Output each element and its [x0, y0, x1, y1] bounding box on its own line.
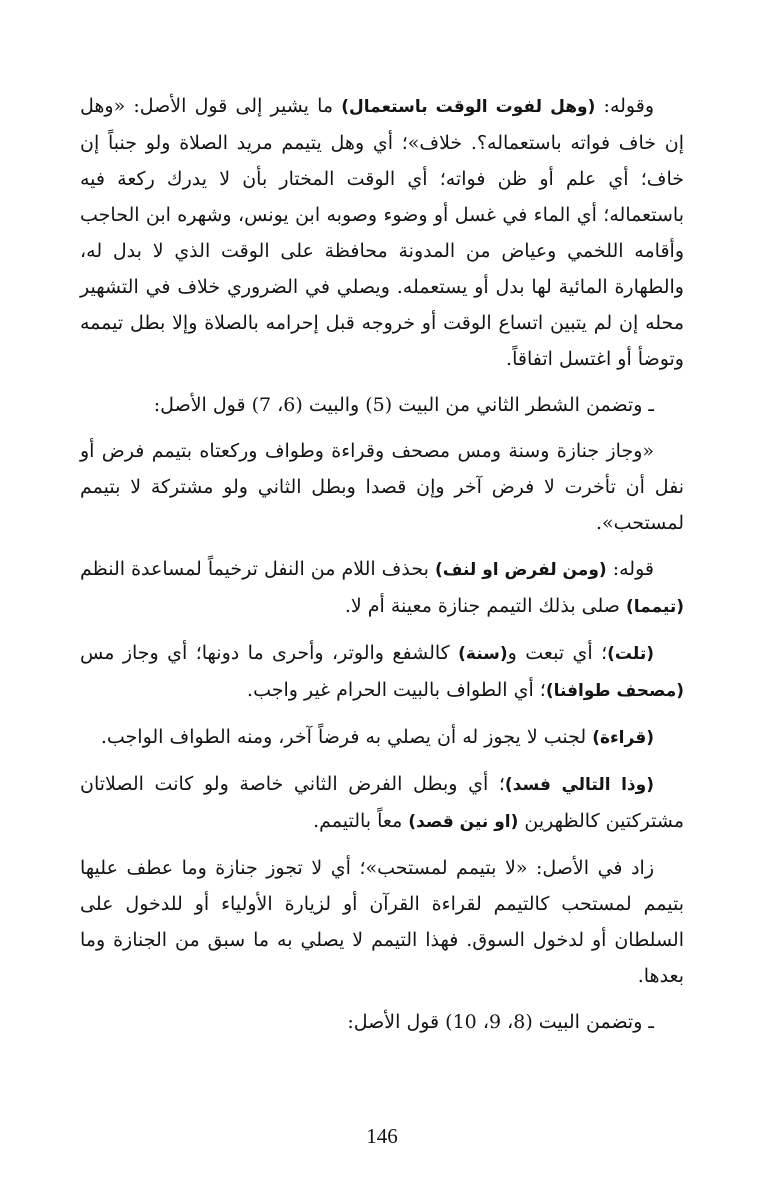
page-body: [80, 88, 684, 1148]
text-run: وقوله:: [595, 95, 654, 117]
verse-quote: (تلت): [607, 644, 655, 664]
verse-quote: (او نين قصد): [408, 812, 519, 832]
text-run: ؛ أي الطواف بالبيت الحرام غير واجب.: [247, 679, 546, 701]
page-number: 146: [366, 1124, 398, 1148]
text-run: كالشفع والوتر، وأحرى ما دونها؛ أي وجاز مس: [80, 642, 459, 664]
paragraph-commentary-5: [80, 766, 684, 840]
section-intro-1: ـ وتضمن الشطر الثاني من البيت (5) والبيت (6، 7) قول الأصل:: [153, 394, 654, 416]
text-run: بحذف اللام من النفل ترخيماً لمساعدة النظم: [80, 558, 435, 580]
text-run: قوله:: [606, 558, 654, 580]
text-run: ؛ أي تبعت و: [507, 642, 608, 664]
text-run: صلى بذلك التيمم جنازة معينة أم لا.: [344, 595, 626, 617]
verse-quote: (مصحف طوافنا): [545, 681, 684, 701]
text-run: لجنب لا يجوز له أن يصلي به فرضاً آخر، ومنه الطواف الواجب.: [100, 726, 593, 748]
paragraph-commentary-1: [80, 88, 684, 377]
paragraph-commentary-3: [80, 635, 684, 709]
verse-quote: (تيمما): [625, 597, 684, 617]
paragraph-commentary-6: زاد في الأصل: «لا بتيمم لمستحب»؛ أي لا تجوز جنازة وما عطف عليها بتيمم لمستحب كالتيمم لقراءة القرآن أو لزيارة الأولياء أو للدخول على السلطان أو لدخول السوق. فهذا التيمم لا يصلي به ما سبق من الجنازة وما بعدها.: [80, 857, 684, 987]
section-intro-2: ـ وتضمن البيت (8، 9، 10) قول الأصل:: [347, 1011, 654, 1033]
paragraph-commentary-4: [80, 719, 684, 756]
text-run: ؛ أي وبطل الفرض الثاني خاصة ولو كانت الصلاتان مشتركتين كالظهرين: [80, 773, 684, 832]
verse-quote: (ومن لفرض او لنف): [434, 560, 607, 580]
verse-quote: (وذا التالي فسد): [504, 775, 654, 795]
verse-quote: (قراءة): [592, 728, 654, 748]
text-run: ما يشير إلى قول الأصل: «وهل إن خاف فواته باستعماله؟. خلاف»؛ أي وهل يتيمم مريد الصلاة ولو جنباً إن خاف؛ أي علم أو ظن فواته؛ أي الوقت المختار بأن لا يدرك ركعة فيه باستعماله؛ أي الماء في غسل أو وضوء وصوبه ابن يونس، وشهره ابن الحاجب وأقامه اللخمي وعياض من المدونة محافظة على الوقت الذي لا بدل له، والطهارة المائية لها بدل أو يستعمله. ويصلي في الضروري خلاف في التشهير محله إن لم يتبين اتساع الوقت أو خروجه قبل إحرامه بالصلاة وإلا بطل تيممه وتوضأ أو اغتسل اتفاقاً.: [80, 95, 684, 370]
quoted-original-text: «وجاز جنازة وسنة ومس مصحف وقراءة وطواف وركعتاه بتيمم فرض أو نفل أن تأخرت لا فرض آخر وإن قصدا وبطل الثاني ولو مشتركة لا بتيمم لمستحب».: [80, 440, 684, 534]
verse-quote: (وهل لفوت الوقت باستعمال): [341, 97, 596, 117]
paragraph-commentary-2: [80, 551, 684, 625]
verse-quote: (سنة): [458, 644, 508, 664]
text-run: معاً بالتيمم.: [313, 810, 409, 832]
